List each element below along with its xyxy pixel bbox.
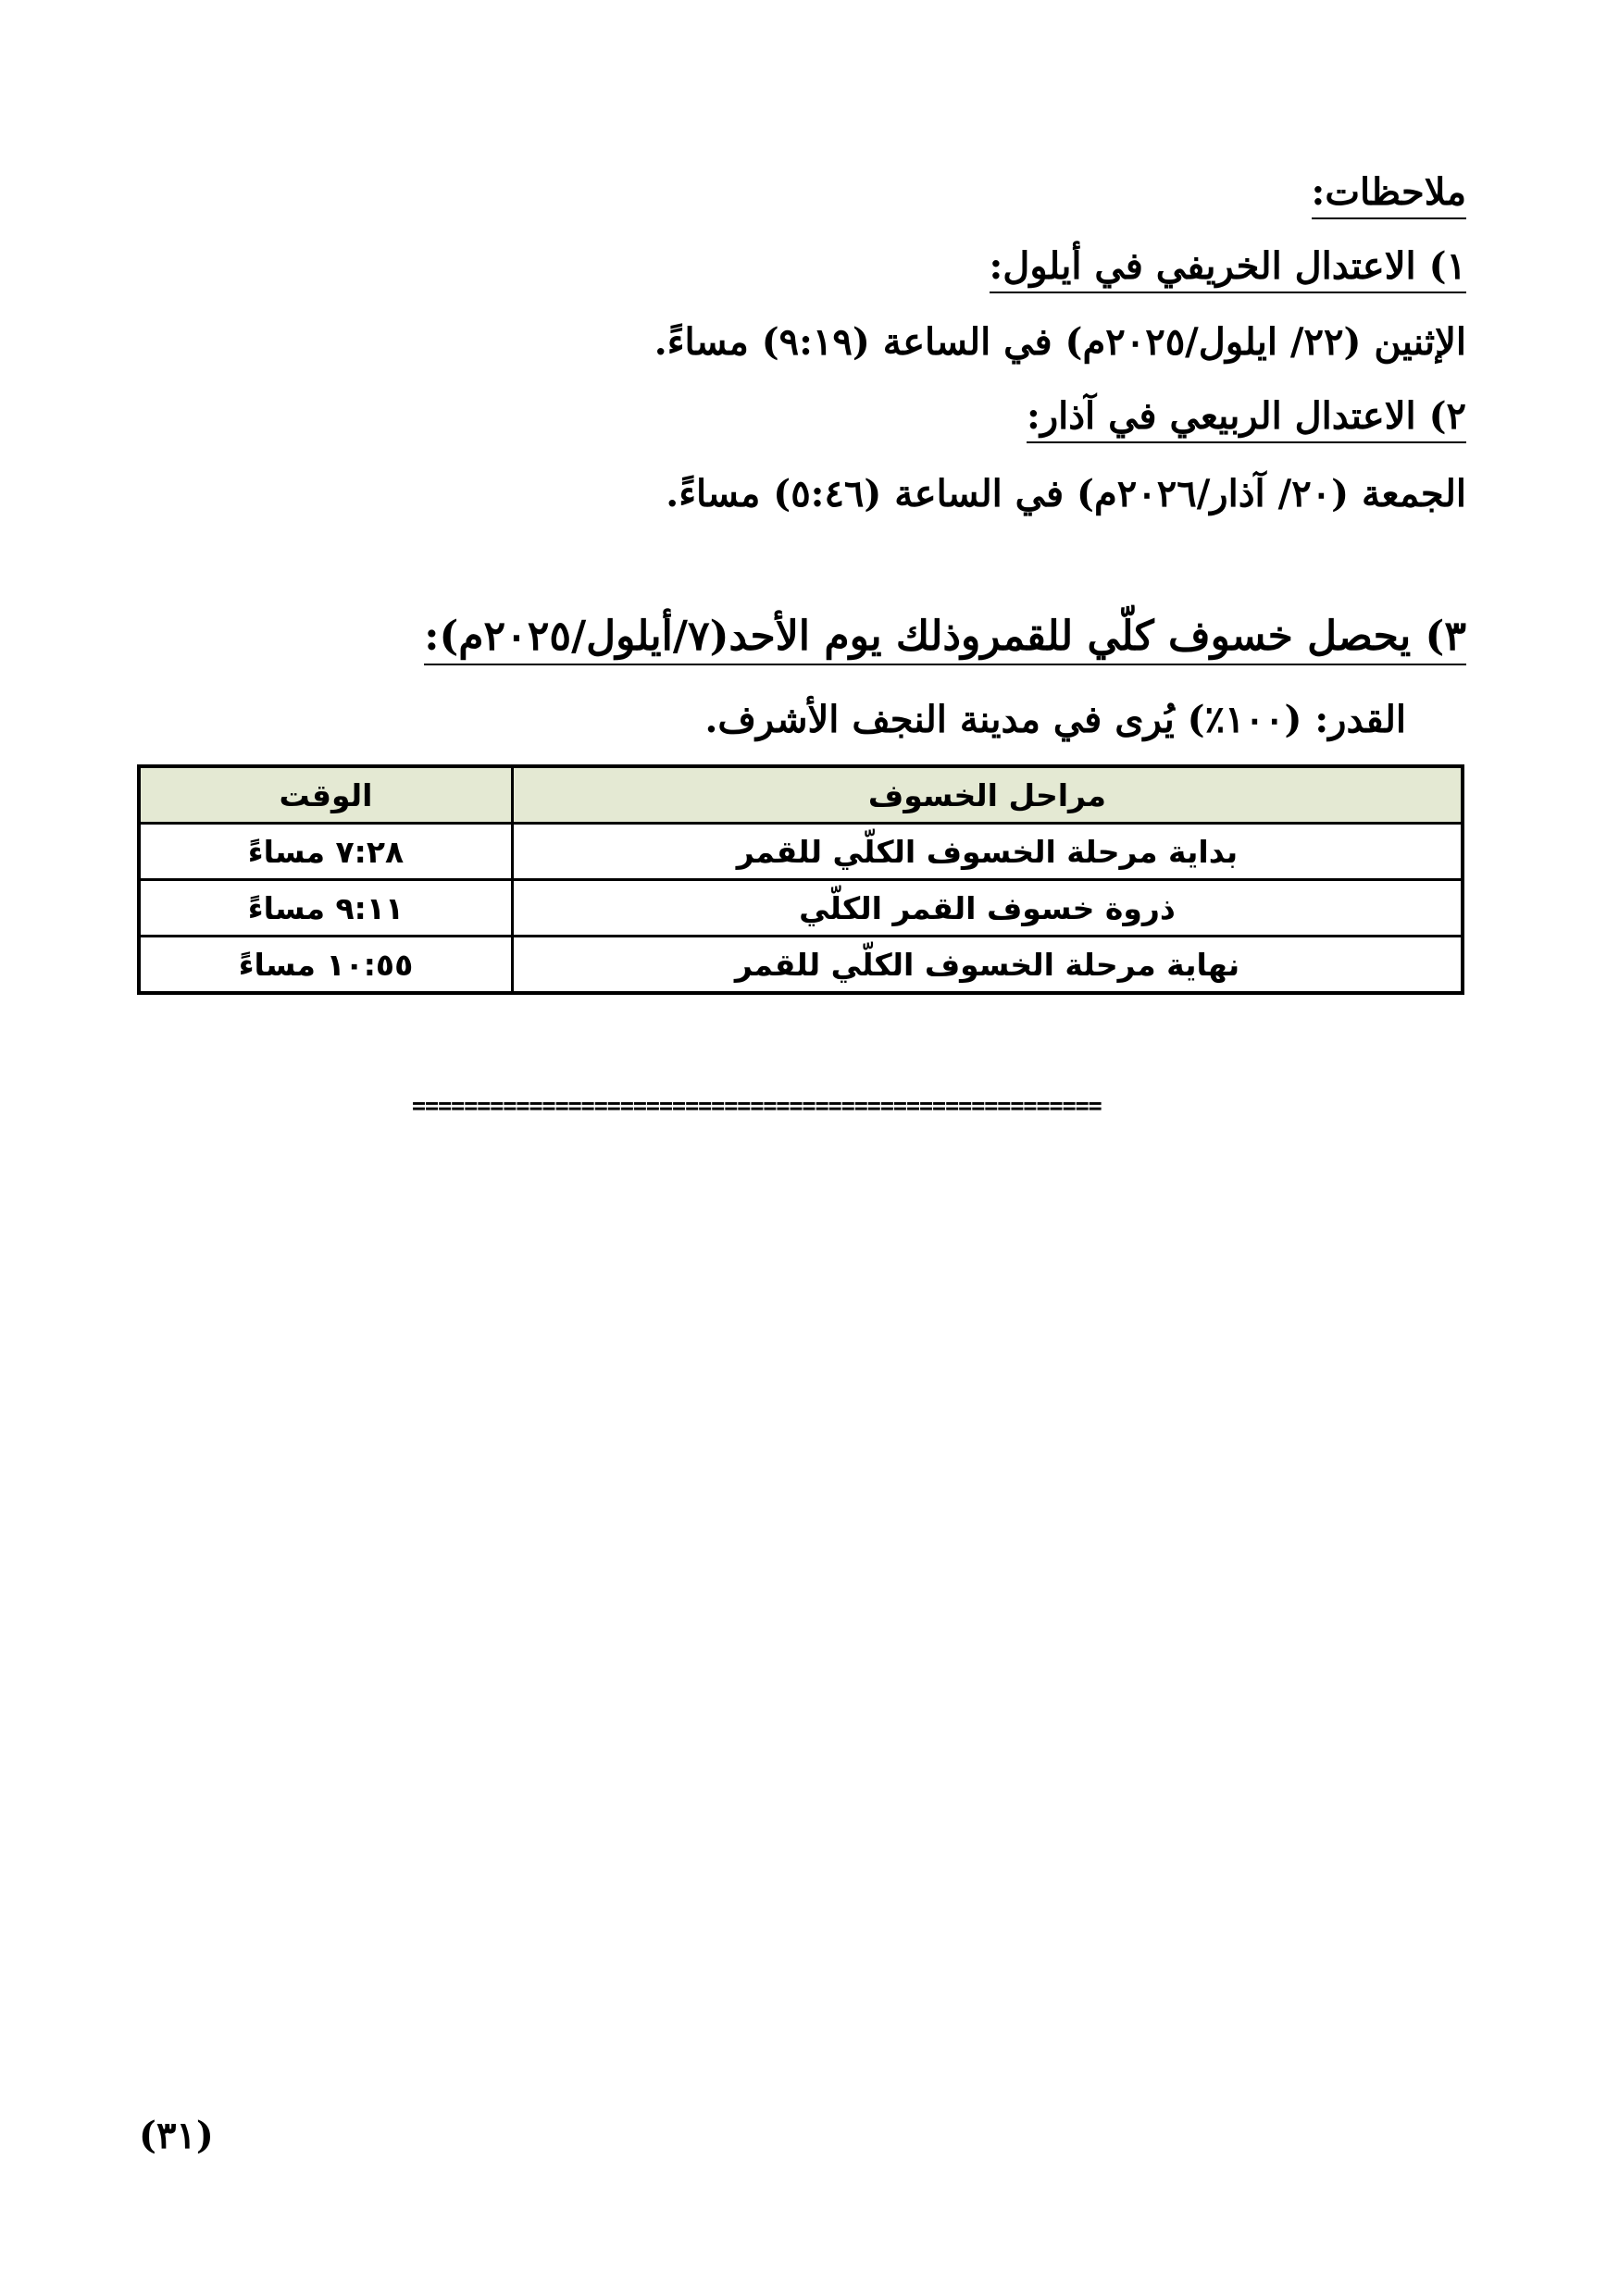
notes-heading-text: ملاحظات: bbox=[1312, 170, 1466, 219]
table-row bbox=[139, 880, 1463, 937]
header-phase: مراحل الخسوف bbox=[512, 766, 1463, 824]
table-row bbox=[139, 824, 1463, 880]
phase-cell: نهاية مرحلة الخسوف الكلّي للقمر bbox=[512, 937, 1463, 994]
header-time: الوقت bbox=[139, 766, 512, 824]
autumn-equinox-detail: الإثنين (٢٢/ ايلول/٢٠٢٥م) في الساعة (٩:١٩) مساءً. bbox=[654, 320, 1466, 364]
autumn-equinox-heading-text: ١) الاعتدال الخريفي في أيلول: bbox=[990, 244, 1467, 293]
time-cell: ٩:١١ مساءً bbox=[139, 880, 512, 937]
separator-line: ===================================================== bbox=[412, 1092, 1102, 1119]
eclipse-heading bbox=[424, 609, 1466, 664]
spring-equinox-heading bbox=[1027, 389, 1466, 444]
table-row bbox=[139, 937, 1463, 994]
eclipse-magnitude: القدر: (١٠٠٪) يُرى في مدينة النجف الأشرف. bbox=[704, 698, 1406, 741]
phase-cell: ذروة خسوف القمر الكلّي bbox=[512, 880, 1463, 937]
autumn-equinox-heading bbox=[990, 239, 1467, 294]
notes-heading bbox=[1312, 165, 1466, 220]
time-cell: ٧:٢٨ مساءً bbox=[139, 824, 512, 880]
spring-equinox-heading-text: ٢) الاعتدال الربيعي في آذار: bbox=[1027, 394, 1466, 443]
page-number: (٣١) bbox=[139, 2114, 214, 2157]
eclipse-phases-table bbox=[137, 764, 1464, 995]
table-header-row bbox=[139, 766, 1463, 824]
spring-equinox-detail: الجمعة (٢٠/ آذار/٢٠٢٦م) في الساعة (٥:٤٦) مساءً. bbox=[666, 472, 1466, 515]
phase-cell: بداية مرحلة الخسوف الكلّي للقمر bbox=[512, 824, 1463, 880]
time-cell: ١٠:٥٥ مساءً bbox=[139, 937, 512, 994]
eclipse-heading-text: ٣) يحصل خسوف كلّي للقمروذلك يوم الأحد(٧/أيلول/٢٠٢٥م): bbox=[424, 613, 1466, 665]
